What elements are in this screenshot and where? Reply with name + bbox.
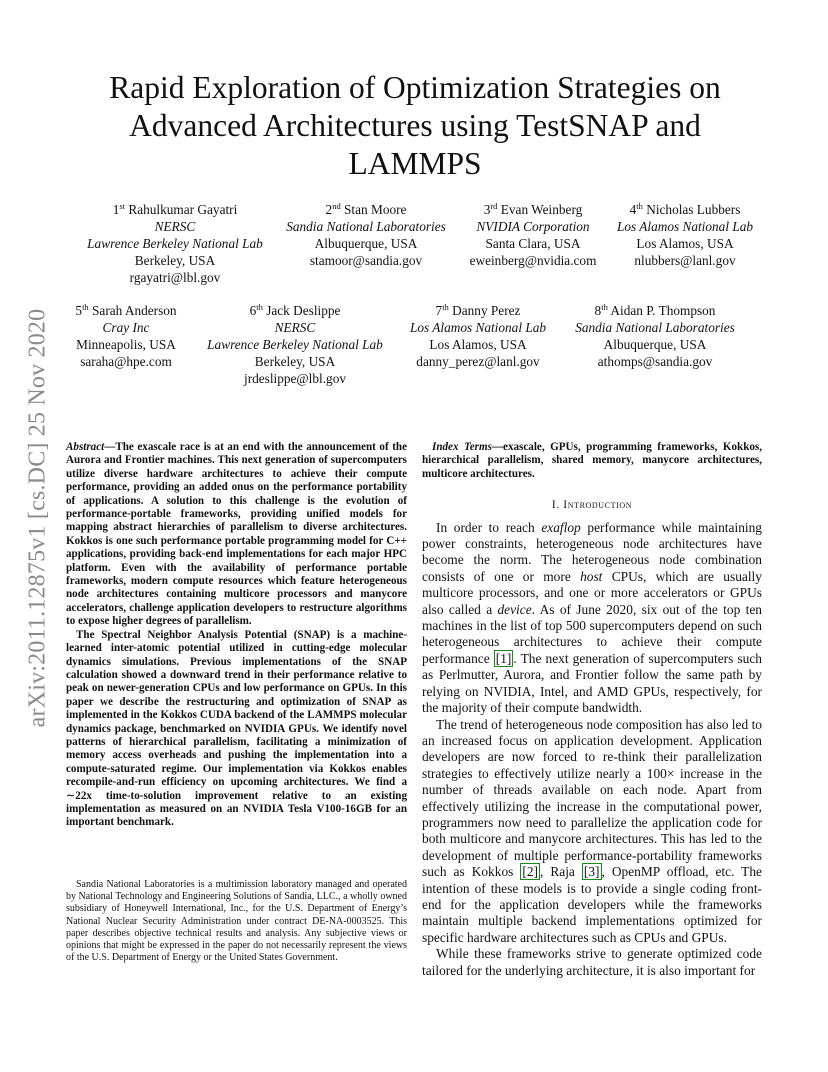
author-lab: Lawrence Berkeley National Lab	[87, 236, 263, 251]
author-lab: Lawrence Berkeley National Lab	[207, 337, 383, 352]
author-name: Rahulkumar Gayatri	[128, 202, 238, 217]
title-line: Advanced Architectures using TestSNAP and	[129, 108, 701, 143]
author-location: Los Alamos, USA	[429, 337, 527, 352]
intro-paragraph: In order to reach exaflop performance while maintaining power constraints, heterogeneous node architectures have become the norm. The heterogeneous node combination consists of one or more host CPUs, which are usually multicore processors, and one or more accelerators or GPUs also called a device. As of June 2020, six out of the top ten machines in the list of top 500 supercomputers depend on such heterogeneous architectures to achieve their compute performance [1] . The next generation of supercomputers such as Perlmutter, Aurora, and Frontier follow the same path by relying on NVIDIA, Intel, and AMD GPUs, respectively, for the majority of their compute bandwidth.	[422, 519, 762, 716]
author-affiliation: NVIDIA Corporation	[476, 219, 590, 234]
citation-link[interactable]: [3]	[583, 864, 600, 880]
author-email: danny_perez@lanl.gov	[416, 354, 540, 369]
title-line: LAMMPS	[348, 146, 482, 181]
author-affiliation: Los Alamos National Lab	[616, 219, 754, 234]
author-name: Evan Weinberg	[500, 202, 583, 217]
author-email: stamoor@sandia.gov	[309, 253, 423, 268]
author-block-3: 3rd Evan Weinberg NVIDIA Corporation Santa Clara, USA eweinberg@nvidia.com	[462, 201, 604, 269]
author-affiliation: Cray Inc	[102, 320, 150, 335]
abstract-paragraph: Abstract—The exascale race is at an end with the announcement of the Aurora and Frontier machines. This next generation of supercomputers utilize diverse hardware architectures to achieve their compute performance, providing an added onus on the performance portability of applications. A solution to this challenge is the evolution of performance-portable frameworks, providing unified models for mapping abstract hierarchies of parallelism to diverse architectures. Kokkos is one such performance portable programming model for C++ applications, providing back-end implementations for each major HPC platform. Even with the availability of performance portable frameworks, modern compute resources which feature heterogeneous node architectures containing multicore processors and manycore accelerators, challenge application developers to restructure algorithms to expose higher degrees of parallelism.	[66, 441, 407, 628]
intro-paragraph: The trend of heterogeneous node composition has also led to an increased focus on application development. Application developers are now forced to re-think their parallelization strategies to effectively utilize nearly a 100× increase in the number of threads available on each node. Apart from effectively utilizing the increase in the computational power, programmers now need to parallelize the application code for both multicore and manycore architectures. This has led to the development of multiple performance-portability frameworks such as Kokkos [2] , Raja [3] , OpenMP offload, etc. The intention of these models is to provide a single coding front-end for the application developers while the frameworks maintain multiple backend implementations optimized for specific hardware architectures such as CPUs and GPUs.	[422, 716, 763, 945]
author-name: Sarah Anderson	[92, 303, 177, 318]
abstract-paragraph: The Spectral Neighbor Analysis Potential (SNAP) is a machine-learned inter-atomic potential utilized in cutting-edge molecular dynamics simulations. Previous implementations of the SNAP calculation showed a downward trend in their performance relative to peak on newer-generation CPUs and low performance on GPUs. In this paper we describe the restructuring and optimization of SNAP as implemented in the Kokkos CUDA backend of the LAMMPS molecular dynamics package, benchmarked on NVIDIA GPUs. We identify novel patterns of hierarchical parallelism, facilitating a minimization of memory access overheads and pushing the implementation into a compute-saturated regime. Our implementation via Kokkos enables recompile-and-run efficiency on upcoming architectures. We find a ∼22x time-to-solution improvement relative to an existing implementation as measured on an NVIDIA Tesla V100-16GB for an important benchmark.	[66, 628, 407, 829]
author-location: Santa Clara, USA	[485, 236, 581, 251]
author-name: Aidan P. Thompson	[610, 303, 716, 318]
citation-link[interactable]: [1]	[495, 650, 512, 666]
abstract	[66, 441, 407, 830]
author-name: Stan Moore	[344, 202, 407, 217]
author-block-2: 2nd Stan Moore Sandia National Laboratories Albuquerque, USA stamoor@sandia.gov	[278, 201, 454, 269]
author-location: Los Alamos, USA	[636, 236, 734, 251]
arxiv-stamp-text: arXiv:2011.12875v1 [cs.DC] 25 Nov 2020	[24, 308, 51, 728]
abstract-label: Abstract	[66, 441, 105, 453]
author-affiliation: NERSC	[154, 219, 196, 234]
funding-footnote: Sandia National Laboratories is a multimission laboratory managed and operated by National Technology and Engineering Solutions of Sandia, LLC., a wholly owned subsidiary of Honeywell International, Inc., for the U.S. Department of Energy’s National Nuclear Security Administration under contract DE-NA-0003525. This paper describes objective technical results and analysis. Any subjective views or opinions that might be expressed in the paper do not necessarily represent the views of the U.S. Department of Energy or the United States Government.	[66, 879, 407, 964]
author-email: saraha@hpe.com	[80, 354, 172, 369]
intro-paragraph: While these frameworks strive to generate optimized code tailored for the underlying architecture, it is also important for	[422, 946, 762, 978]
author-affiliation: NERSC	[274, 320, 316, 335]
author-email: nlubbers@lanl.gov	[634, 253, 736, 268]
arxiv-stamp	[20, 278, 56, 758]
author-block-6: 6th Jack Deslippe NERSC Lawrence Berkeley National Lab Berkeley, USA jrdeslippe@lbl.gov	[198, 302, 392, 387]
section-heading: I. Introduction	[551, 499, 633, 512]
paper-title	[60, 69, 770, 183]
author-block-4: 4th Nicholas Lubbers Los Alamos National Lab Los Alamos, USA nlubbers@lanl.gov	[610, 201, 760, 269]
author-name: Nicholas Lubbers	[646, 202, 741, 217]
index-terms: Index Terms—exascale, GPUs, programming frameworks, Kokkos, hierarchical parallelism, shared memory, manycore architectures, multicore architectures.	[422, 441, 762, 480]
author-location: Berkeley, USA	[254, 354, 336, 369]
author-location: Berkeley, USA	[134, 253, 216, 268]
author-email: eweinberg@nvidia.com	[469, 253, 597, 268]
author-block-8: 8th Aidan P. Thompson Sandia National Laboratories Albuquerque, USA athomps@sandia.gov	[564, 302, 746, 370]
author-location: Albuquerque, USA	[314, 236, 418, 251]
author-location: Albuquerque, USA	[603, 337, 707, 352]
author-email: jrdeslippe@lbl.gov	[244, 371, 346, 386]
author-email: athomps@sandia.gov	[597, 354, 713, 369]
right-column	[422, 441, 762, 979]
author-name: Danny Perez	[452, 303, 521, 318]
author-affiliation: Sandia National Laboratories	[286, 219, 446, 234]
author-block-7: 7th Danny Perez Los Alamos National Lab Los Alamos, USA danny_perez@lanl.gov	[400, 302, 556, 370]
index-terms-label: Index Terms	[432, 441, 492, 453]
section-title: Introduction	[563, 499, 633, 512]
citation-link[interactable]: [2]	[522, 864, 538, 880]
author-name: Jack Deslippe	[266, 303, 341, 318]
author-affiliation: Los Alamos National Lab	[409, 320, 547, 335]
author-block-1: 1st Rahulkumar Gayatri NERSC Lawrence Berkeley National Lab Berkeley, USA rgayatri@lbl.gov	[80, 201, 270, 286]
author-location: Minneapolis, USA	[76, 337, 176, 352]
author-block-5: 5th Sarah Anderson Cray Inc Minneapolis, USA saraha@hpe.com	[60, 302, 192, 370]
author-email: rgayatri@lbl.gov	[129, 270, 221, 285]
title-line: Rapid Exploration of Optimization Strategies on	[109, 70, 721, 105]
author-affiliation: Sandia National Laboratories	[575, 320, 735, 335]
